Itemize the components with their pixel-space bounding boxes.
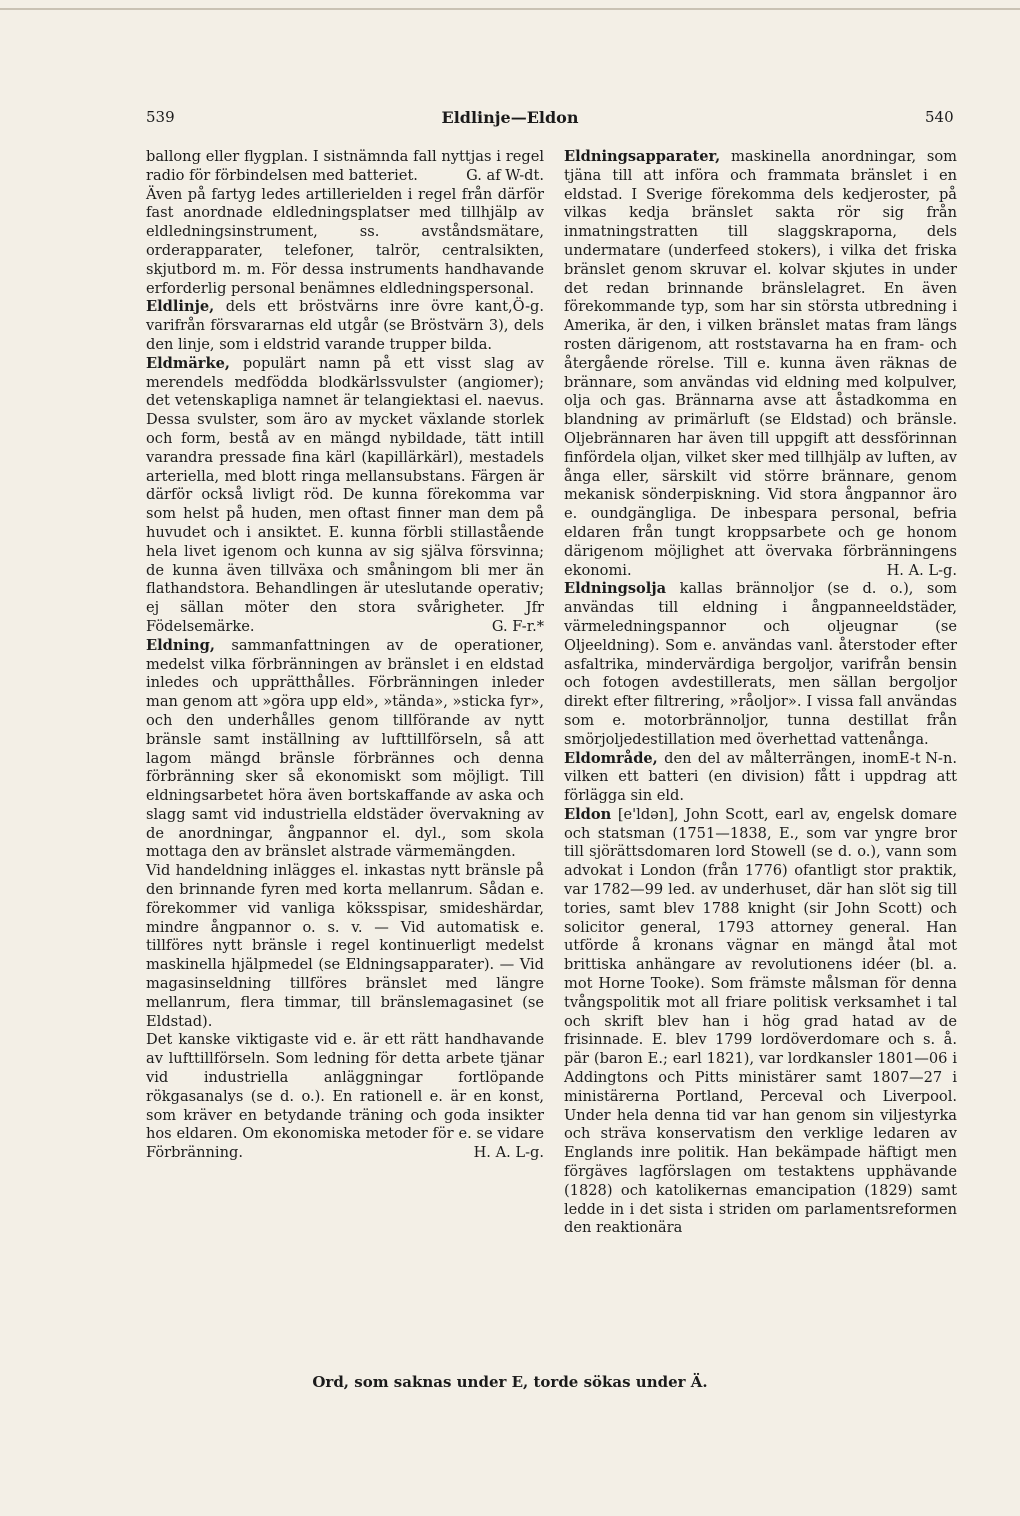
entry-headword: Eldningsapparater, <box>564 148 721 165</box>
entry-text: sammanfattningen av de operationer, medelst vilka förbränningen av bränslet i en eldstad inledes och upprätthålles. Förbränningen inleder man genom att »göra upp eld», »tända», »sticka fyr», och den underhålles genom tillförande av nytt bränsle samt inställning av lufttillförseln, så att lagom mängd bränsle förbrännes och denna förbränning sker så ekonomiskt som möjligt. Till eldningsarbetet höra även bortskaffande av aska och slagg samt vid industriella eldstäder övervakning av de anordningar, ångpannor el. dyl., som skola mottaga den av bränslet alstrade värmemängden. <box>146 636 545 861</box>
entry-text: den del av målterrängen, inom vilken ett batteri (en division) fått i uppdrag att förlägga sin eld. <box>564 749 957 805</box>
entry-headword: Eldning, <box>146 636 215 654</box>
entry-text: Vid handeldning inlägges el. inkastas nytt bränsle på den brinnande fyren med korta mellanrum. Sådan e. förekommer vid vanliga köksspisar, smideshärdar, mindre ångpannor o. s. v. — Vid automatisk e. tillföres nytt bränsle i regel kontinuerligt medelst maskinella hjälpmedel (se Eldningsapparater). — Vid magasinseldning tillföres bränslet med längre mellanrum, flera timmar, till bränslemagasinet (se Eldstad). <box>146 862 544 1030</box>
entry-text: maskinella anordningar, som tjäna till att införa och frammata bränslet i en eldstad. I Sverige förekomma dels kedjeroster, på vilkas kedja bränslet sakta rör sig från inmatningstratten till slaggskraporna, dels undermatare (underfeed stokers), i vilka det friska bränslet genom skruvar el. kolvar skjutes in under det redan brinnande bränslelagret. En även förekommande typ, som har sin största utbredning i Amerika, är den, i vilken bränslet matas fram längs rosten därigenom, att roststavarna ha en fram- och återgående rörelse. Till e. kunna även räknas de brännare, som användas vid eldning med kolpulver, olja och gas. Brännarna avse att åstadkomma en blandning av primärluft (se Eldstad) och bränsle. Oljebrännaren har även till uppgift att dessförinnan finfördela oljan, vilket sker med tillhjälp av luften, av ånga eller, särskilt vid större brännare, genom mekanisk sönderpiskning. Vid stora ångpannor äro e. oundgängliga. De inbespara personal, befria eldaren från tungt kroppsarbete och ge honom därigenom möjlighet att övervaka förbränningens ekonomi. <box>564 148 957 579</box>
entry-paragraph <box>146 862 544 1031</box>
entry-headword: Eldningsolja <box>564 580 667 598</box>
entry-headword: Eldmärke, <box>146 354 230 372</box>
entry-eldon <box>564 806 957 1238</box>
entry-continuation <box>146 148 544 186</box>
entry-text: [e'ldən], John Scott, earl av, engelsk domare och statsman (1751—1838, E., som var yngre bror till sjörättsdomaren lord Stowell (se d. o.), vann som advokat i London (från 1776) ofantligt stor praktik, var 1782—99 led. av underhuset, där han slöt sig till tories, samt blev 1788 knight (sir John Scott) och solicitor general, 1793 attorney general. Han utförde å kronans vägnar en mängd åtal mot brittiska anhängare av revolutionens idéer (bl. a. mot Horne Tooke). Som främste målsman för denna tvångspolitik mot all friare politisk verksamhet i tal och skrift blev han i hög grad hatad av de frisinnade. E. blev 1799 lordöverdomare och s. å. pär (baron E.; earl 1821), var lordkansler 1801—06 i Addingtons och Pitts ministärer samt 1807—27 i ministärerna Portland, Perceval och Liverpool. Under hela denna tid var han genom sin viljestyrka och sträva konservatism den verklige ledaren av Englands inre politik. Han bekämpade häftigt men förgäves lagförslagen om testaktens upphävande (1828) och katolikernas emancipation (1829) samt ledde in i det sista i striden om parlamentsreformen den reaktionära <box>564 805 957 1237</box>
page-header <box>0 108 1020 138</box>
entry-headword: Eldområde, <box>564 749 658 767</box>
entry-eldomrade <box>564 750 957 806</box>
entry-text: kallas brännoljor (se d. o.), som användas till eldning i ångpanneeldstäder, värmeledningspannor och oljeugnar (se Oljeeldning). Som e. användas vanl. återstoder efter asfaltrika, mindervärdiga bergoljor, varifrån bensin och fotogen avdestillerats, men sällan bergoljor direkt efter filtrering, »råoljor». I vissa fall användas som e. motorbrännoljor, tunna destillat från smörjoljedestillation med överhettad vattenånga. <box>564 580 957 748</box>
entry-signature: Ö-g. <box>512 298 544 316</box>
entry-signature: H. A. L-g. <box>886 561 957 579</box>
entry-text: Det kanske viktigaste vid e. är ett rätt handhavande av lufttillförseln. Som ledning för detta arbete tjänar vid industriella anläggningar fortlöpande rökgasanalys (se d. o.). En rationell e. är en konst, som kräver en betydande träning och goda insikter hos eldaren. Om ekonomiska metoder för e. se vidare Förbränning. <box>146 1031 544 1162</box>
entry-eldningsapparater <box>564 148 957 580</box>
right-column <box>564 148 957 1238</box>
entry-signature: E-t N-n. <box>898 749 957 767</box>
entry-text: ballong eller flygplan. I sistnämnda fall nyttjas i regel radio för förbindelsen med batteriet. <box>146 148 544 184</box>
entry-text: Även på fartyg ledes artillerielden i regel från därför fast anordnade eldledningsplatser med tillhjälp av eldledningsinstrument, ss. avståndsmätare, orderapparater, telefoner, talrör, centralsikten, skjutbord m. m. För dessa instruments handhavande erforderlig personal benämnes eldledningspersonal. <box>146 185 544 297</box>
entry-eldmarke <box>146 355 544 637</box>
entry-eldning <box>146 637 544 863</box>
entry-paragraph <box>146 1031 544 1163</box>
entry-text: populärt namn på ett visst slag av merendels medfödda blodkärlssvulster (angiomer); det vetenskapliga namnet är telangiektasi el. naevus. Dessa svulster, som äro av mycket växlande storlek och form, bestå av en mängd nybildade, tätt intill varandra pressade fina kärl (kapillärkärl), mestadels arteriella, med blott ringa mellansubstans. Färgen är därför också livligt röd. De kunna förekomma var som helst på huden, men oftast finner man dem på huvudet och i ansiktet. E. kunna förbli stillastående hela livet igenom och kunna av sig själva försvinna; de kunna även tillväxa och småningom bli mer än flathandstora. Behandlingen är uteslutande operativ; ej sällan möter den stora svårigheter. Jfr Födelsemärke. <box>146 354 544 635</box>
entry-signature: G. af W-dt. <box>466 166 544 184</box>
left-column <box>146 148 544 1163</box>
page-top-rule <box>0 8 1020 10</box>
entry-eldlinje <box>146 298 544 354</box>
page-number-left: 539 <box>146 108 175 126</box>
page-number-right: 540 <box>925 108 954 126</box>
entry-headword: Eldlinje, <box>146 298 215 316</box>
page-footer-note: Ord, som saknas under E, torde sökas under Ä. <box>312 1373 708 1391</box>
running-title: Eldlinje—Eldon <box>441 108 579 127</box>
entry-signature: H. A. L-g. <box>473 1144 544 1162</box>
entry-signature: G. F-r.* <box>491 617 544 635</box>
entry-headword: Eldon <box>564 805 612 823</box>
entry-text: dels ett bröstvärns inre övre kant, varifrån försvararnas eld utgår (se Bröstvärn 3), dels den linje, som i eldstrid varande trupper bilda. <box>146 298 544 353</box>
